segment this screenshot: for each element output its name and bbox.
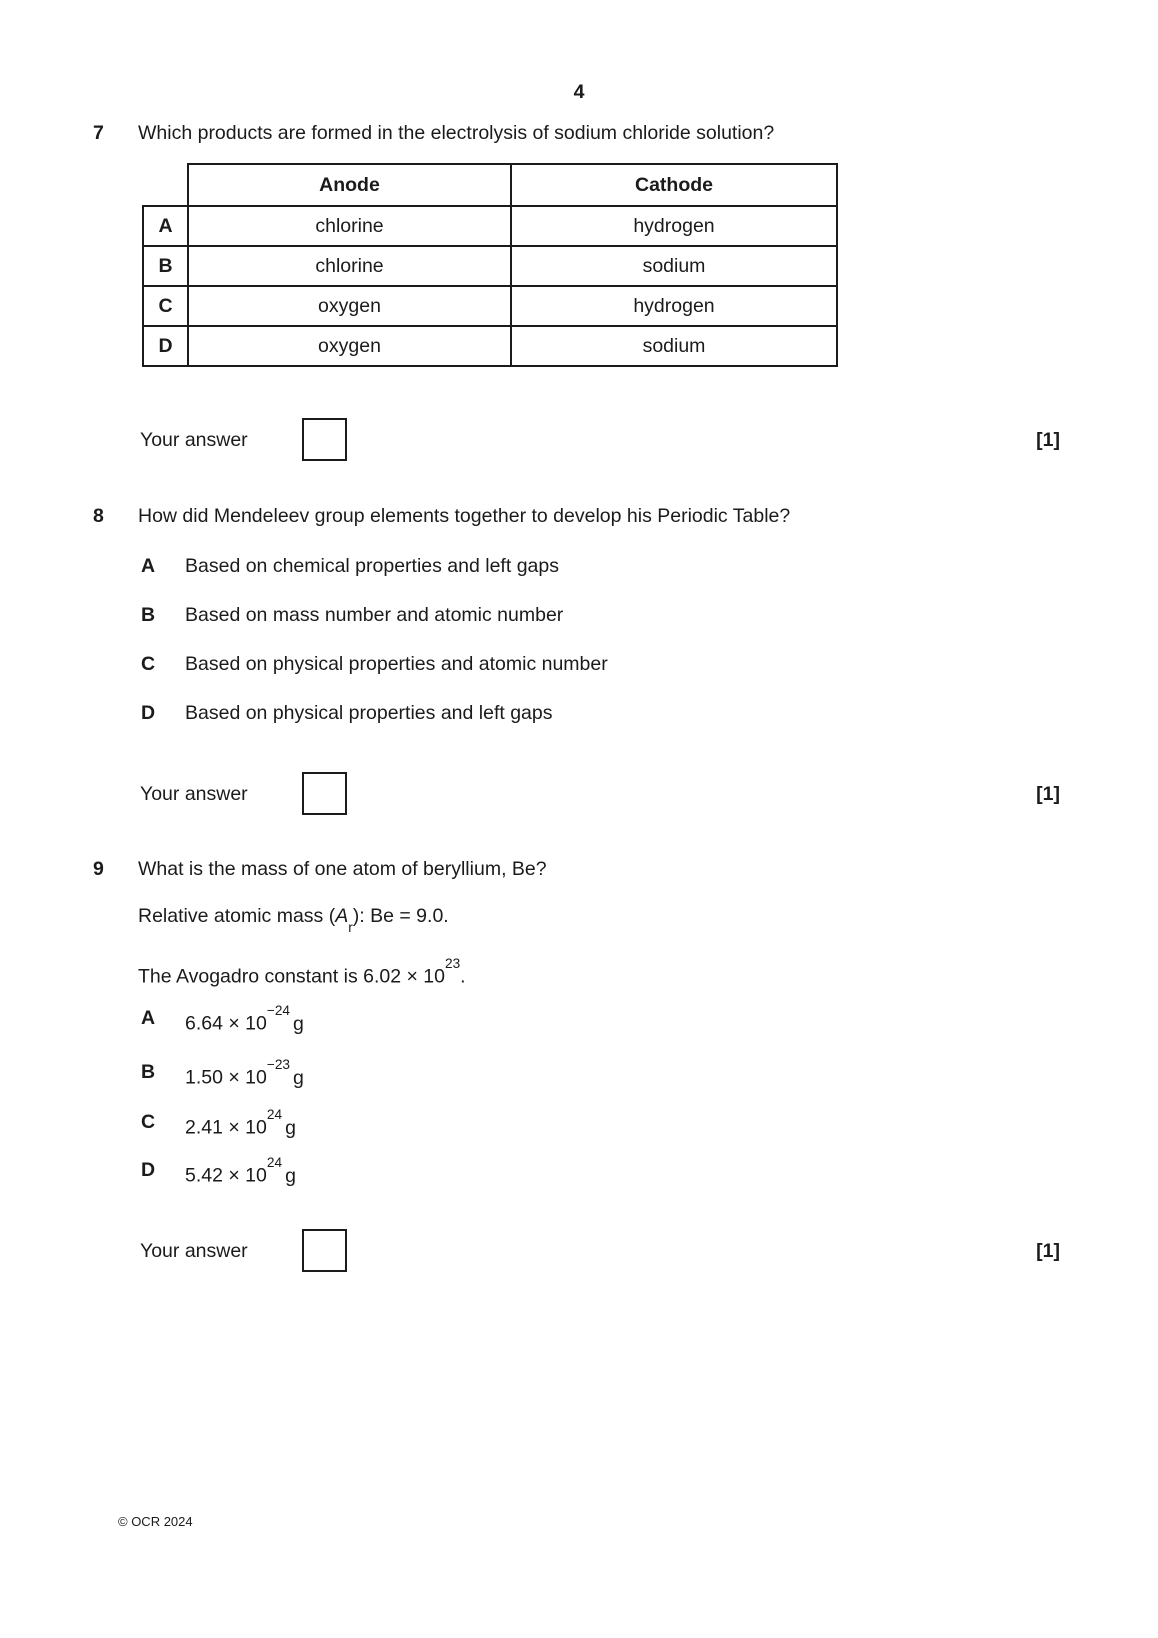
table-header-cathode: Cathode [511, 164, 837, 206]
table-row-b-cathode: sodium [511, 246, 837, 286]
question-8-option-c [0, 651, 1158, 677]
question-9-answer-label: Your answer [140, 1240, 248, 1262]
option-letter: B [141, 1061, 156, 1083]
question-7-answer-label: Your answer [140, 429, 248, 451]
option-text: Based on mass number and atomic number [185, 604, 564, 626]
table-row-c [143, 286, 837, 326]
table-row-a-cathode: hydrogen [511, 206, 837, 246]
question-7 [0, 120, 1158, 146]
question-7-mark: [1] [1036, 429, 1060, 451]
option-letter: C [141, 653, 156, 675]
table-row-c-anode: oxygen [188, 286, 511, 326]
question-8 [0, 503, 1158, 529]
question-8-answer-label: Your answer [140, 783, 248, 805]
option-text: Based on physical properties and left gaps [185, 702, 553, 724]
option-text: Based on physical properties and atomic number [185, 653, 608, 675]
table-row-d-label: D [143, 326, 188, 366]
question-7-answer-row [0, 418, 1158, 462]
option-letter: D [141, 1159, 156, 1181]
table-row-b [143, 246, 837, 286]
question-7-answer-box[interactable] [302, 418, 347, 461]
question-9-option-b [0, 1057, 1158, 1089]
option-letter: C [141, 1111, 156, 1133]
question-9-avogadro-line [0, 956, 1158, 988]
table-row-c-label: C [143, 286, 188, 326]
question-7-number: 7 [93, 122, 104, 144]
question-9-text: What is the mass of one atom of beryllium, Be? [138, 858, 547, 880]
ar-symbol: A [335, 905, 349, 927]
option-value: $2.41 \times 10^{24}g$ [185, 1107, 296, 1139]
table-row-a-anode: chlorine [188, 206, 511, 246]
question-8-text: How did Mendeleev group elements together to develop his Periodic Table? [138, 505, 791, 527]
question-8-mark: [1] [1036, 783, 1060, 805]
question-9-answer-box[interactable] [302, 1229, 347, 1272]
table-header-anode: Anode [188, 164, 511, 206]
option-letter: A [141, 555, 156, 577]
question-7-text: Which products are formed in the electrolysis of sodium chloride solution? [138, 122, 775, 144]
question-7-table [142, 163, 838, 367]
question-9-option-c [0, 1107, 1158, 1139]
option-text: Based on chemical properties and left gaps [185, 555, 559, 577]
table-row-d-anode: oxygen [188, 326, 511, 366]
question-8-option-d [0, 700, 1158, 726]
question-8-number: 8 [93, 505, 104, 527]
question-8-answer-row [0, 772, 1158, 816]
ar-subscript: r [348, 919, 353, 935]
table-row-b-anode: chlorine [188, 246, 511, 286]
question-9-option-a [0, 1003, 1158, 1035]
option-value: $5.42 \times 10^{24}g$ [185, 1155, 296, 1187]
question-9 [0, 856, 1158, 882]
table-row-c-cathode: hydrogen [511, 286, 837, 326]
table-row-d [143, 326, 837, 366]
question-9-mark: [1] [1036, 1240, 1060, 1262]
option-letter: D [141, 702, 156, 724]
table-row-a-label: A [143, 206, 188, 246]
table-corner-empty [143, 164, 188, 206]
option-letter: B [141, 604, 156, 626]
question-9-answer-row [0, 1229, 1158, 1273]
page-number: 4 [573, 81, 585, 103]
table-row-a [143, 206, 837, 246]
question-8-option-a [0, 553, 1158, 579]
table-row-b-label: B [143, 246, 188, 286]
relative-mass-text: Relative atomic mass $(A_r)$: Be = 9.0. [138, 905, 449, 935]
copyright-footer: © OCR 2024 [118, 1514, 193, 1529]
option-letter: A [141, 1007, 156, 1029]
question-9-option-d [0, 1155, 1158, 1187]
table-row-d-cathode: sodium [511, 326, 837, 366]
question-9-number: 9 [93, 858, 104, 880]
question-8-answer-box[interactable] [302, 772, 347, 815]
avogadro-exponent: 23 [444, 956, 461, 972]
avogadro-text: The Avogadro constant is $6.02 \times 10^{23}$. [138, 956, 466, 988]
question-8-option-b [0, 602, 1158, 628]
option-value: $6.64 \times 10^{-24}g$ [185, 1003, 304, 1035]
question-9-relative-mass-line [0, 903, 1158, 935]
option-value: $1.50 \times 10^{-23}g$ [185, 1057, 304, 1089]
